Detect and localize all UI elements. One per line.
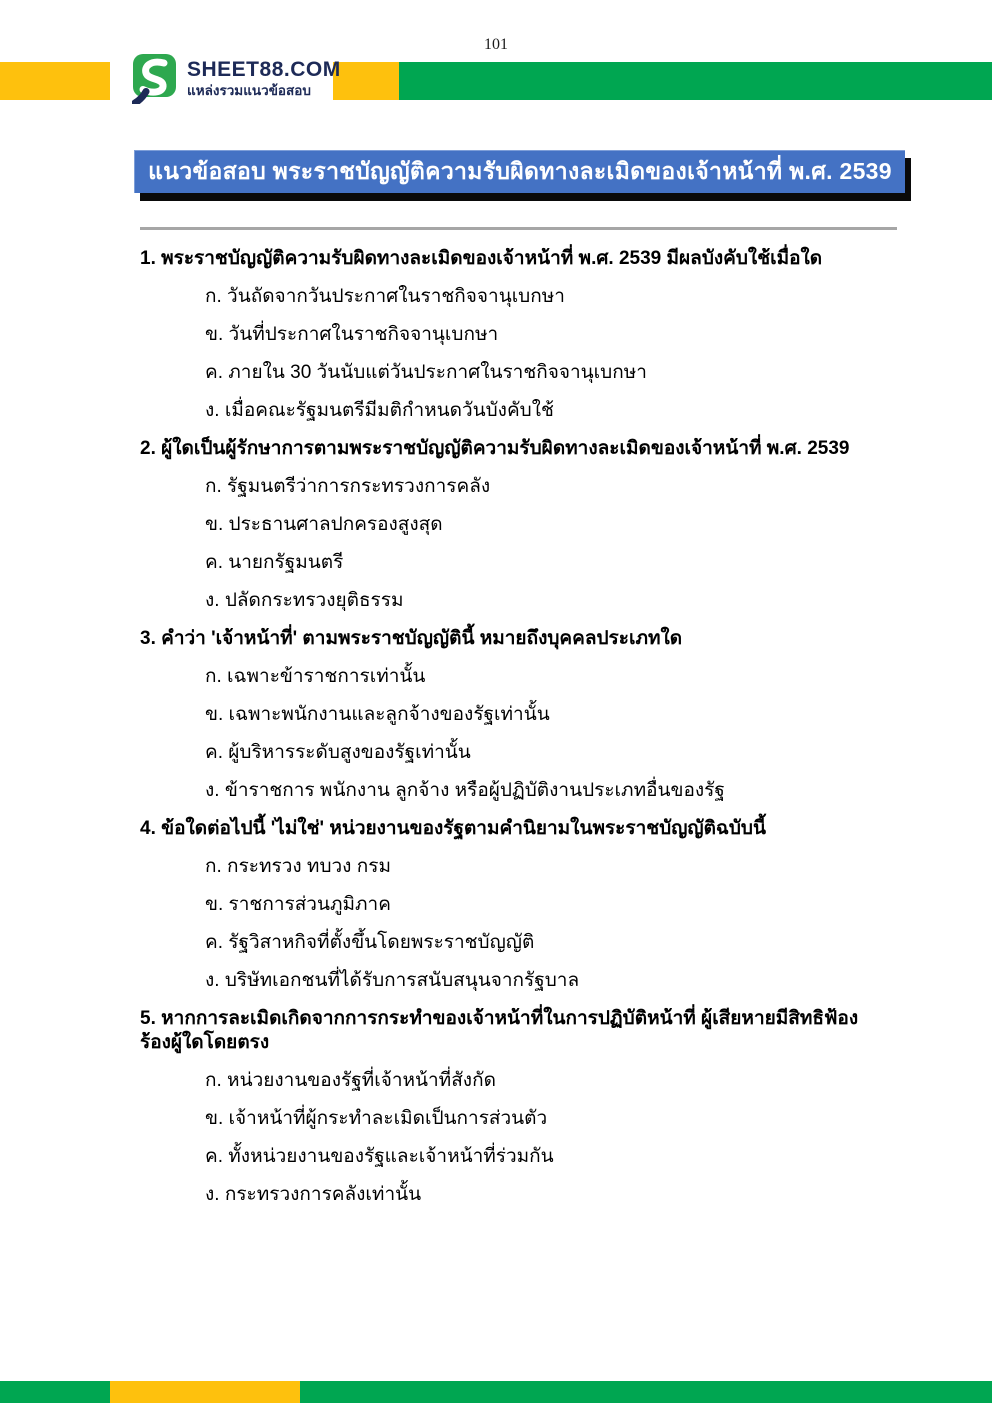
bottom-left-green-bar <box>0 1381 110 1403</box>
question-2-choice-c: ค. นายกรัฐมนตรี <box>205 552 344 573</box>
exam-title-bar <box>134 150 905 193</box>
question-3-choice-a: ก. เฉพาะข้าราชการเท่านั้น <box>205 666 426 687</box>
sheet88-logo <box>132 54 341 104</box>
question-4-choice-c: ค. รัฐวิสาหกิจที่ตั้งขึ้นโดยพระราชบัญญัติ <box>205 932 535 953</box>
question-4-choice-b: ข. ราชการส่วนภูมิภาค <box>205 894 391 915</box>
question-5-choice-d: ง. กระทรวงการคลังเท่านั้น <box>205 1184 422 1205</box>
question-1: 1. พระราชบัญญัติความรับผิดทางละเมิดของเจ้าหน้าที่ พ.ศ. 2539 มีผลบังคับใช้เมื่อใด <box>140 248 823 269</box>
question-5-choice-b: ข. เจ้าหน้าที่ผู้กระทำละเมิดเป็นการส่วนตัว <box>205 1108 548 1129</box>
question-3-choice-c: ค. ผู้บริหารระดับสูงของรัฐเท่านั้น <box>205 742 471 763</box>
bottom-yellow-bar <box>110 1381 300 1403</box>
question-2-choice-d: ง. ปลัดกระทรวงยุติธรรม <box>205 590 404 611</box>
question-2-choice-b: ข. ประธานศาลปกครองสูงสุด <box>205 514 443 535</box>
top-left-yellow-bar <box>0 62 110 100</box>
question-1-choice-d: ง. เมื่อคณะรัฐมนตรีมีมติกำหนดวันบังคับใช้ <box>205 400 554 421</box>
question-1-choice-c: ค. ภายใน 30 วันนับแต่วันประกาศในราชกิจจานุเบกษา <box>205 362 647 383</box>
question-5-choice-a: ก. หน่วยงานของรัฐที่เจ้าหน้าที่สังกัด <box>205 1070 496 1091</box>
question-3: 3. คำว่า 'เจ้าหน้าที่' ตามพระราชบัญญัตินี้ หมายถึงบุคคลประเภทใด <box>140 628 683 649</box>
question-list <box>140 247 866 1221</box>
question-5: 5. หากการละเมิดเกิดจากการกระทำของเจ้าหน้าที่ในการปฏิบัติหน้าที่ ผู้เสียหายมีสิทธิฟ้องร้องผู้ใดโดยตรง <box>140 1008 859 1053</box>
question-1-choice-a: ก. วันถัดจากวันประกาศในราชกิจจานุเบกษา <box>205 286 565 307</box>
divider-line <box>140 227 897 230</box>
logo-title: SHEET88.COM <box>187 58 341 81</box>
question-3-choice-d: ง. ข้าราชการ พนักงาน ลูกจ้าง หรือผู้ปฏิบัติงานประเภทอื่นของรัฐ <box>205 780 725 801</box>
sheet88-logo-icon <box>132 54 178 104</box>
page-number: 101 <box>484 36 508 53</box>
question-2: 2. ผู้ใดเป็นผู้รักษาการตามพระราชบัญญัติความรับผิดทางละเมิดของเจ้าหน้าที่ พ.ศ. 2539 <box>140 438 850 459</box>
exam-title: แนวข้อสอบ พระราชบัญญัติความรับผิดทางละเมิดของเจ้าหน้าที่ พ.ศ. 2539 <box>148 158 892 184</box>
question-4-choice-a: ก. กระทรวง ทบวง กรม <box>205 856 391 877</box>
question-5-choice-c: ค. ทั้งหน่วยงานของรัฐและเจ้าหน้าที่ร่วมกัน <box>205 1146 554 1167</box>
logo-text <box>187 59 341 99</box>
top-right-green-bar <box>399 62 992 100</box>
question-4: 4. ข้อใดต่อไปนี้ 'ไม่ใช่' หน่วยงานของรัฐตามคำนิยามในพระราชบัญญัติฉบับนี้ <box>140 818 766 839</box>
logo-tagline: แหล่งรวมแนวข้อสอบ <box>187 83 311 98</box>
question-1-choice-b: ข. วันที่ประกาศในราชกิจจานุเบกษา <box>205 324 499 345</box>
question-2-choice-a: ก. รัฐมนตรีว่าการกระทรวงการคลัง <box>205 476 491 497</box>
bottom-banner <box>0 1381 992 1403</box>
question-3-choice-b: ข. เฉพาะพนักงานและลูกจ้างของรัฐเท่านั้น <box>205 704 550 725</box>
top-middle-yellow-bar <box>333 62 399 100</box>
question-4-choice-d: ง. บริษัทเอกชนที่ได้รับการสนับสนุนจากรัฐบาล <box>205 970 580 991</box>
bottom-right-green-bar <box>300 1381 992 1403</box>
